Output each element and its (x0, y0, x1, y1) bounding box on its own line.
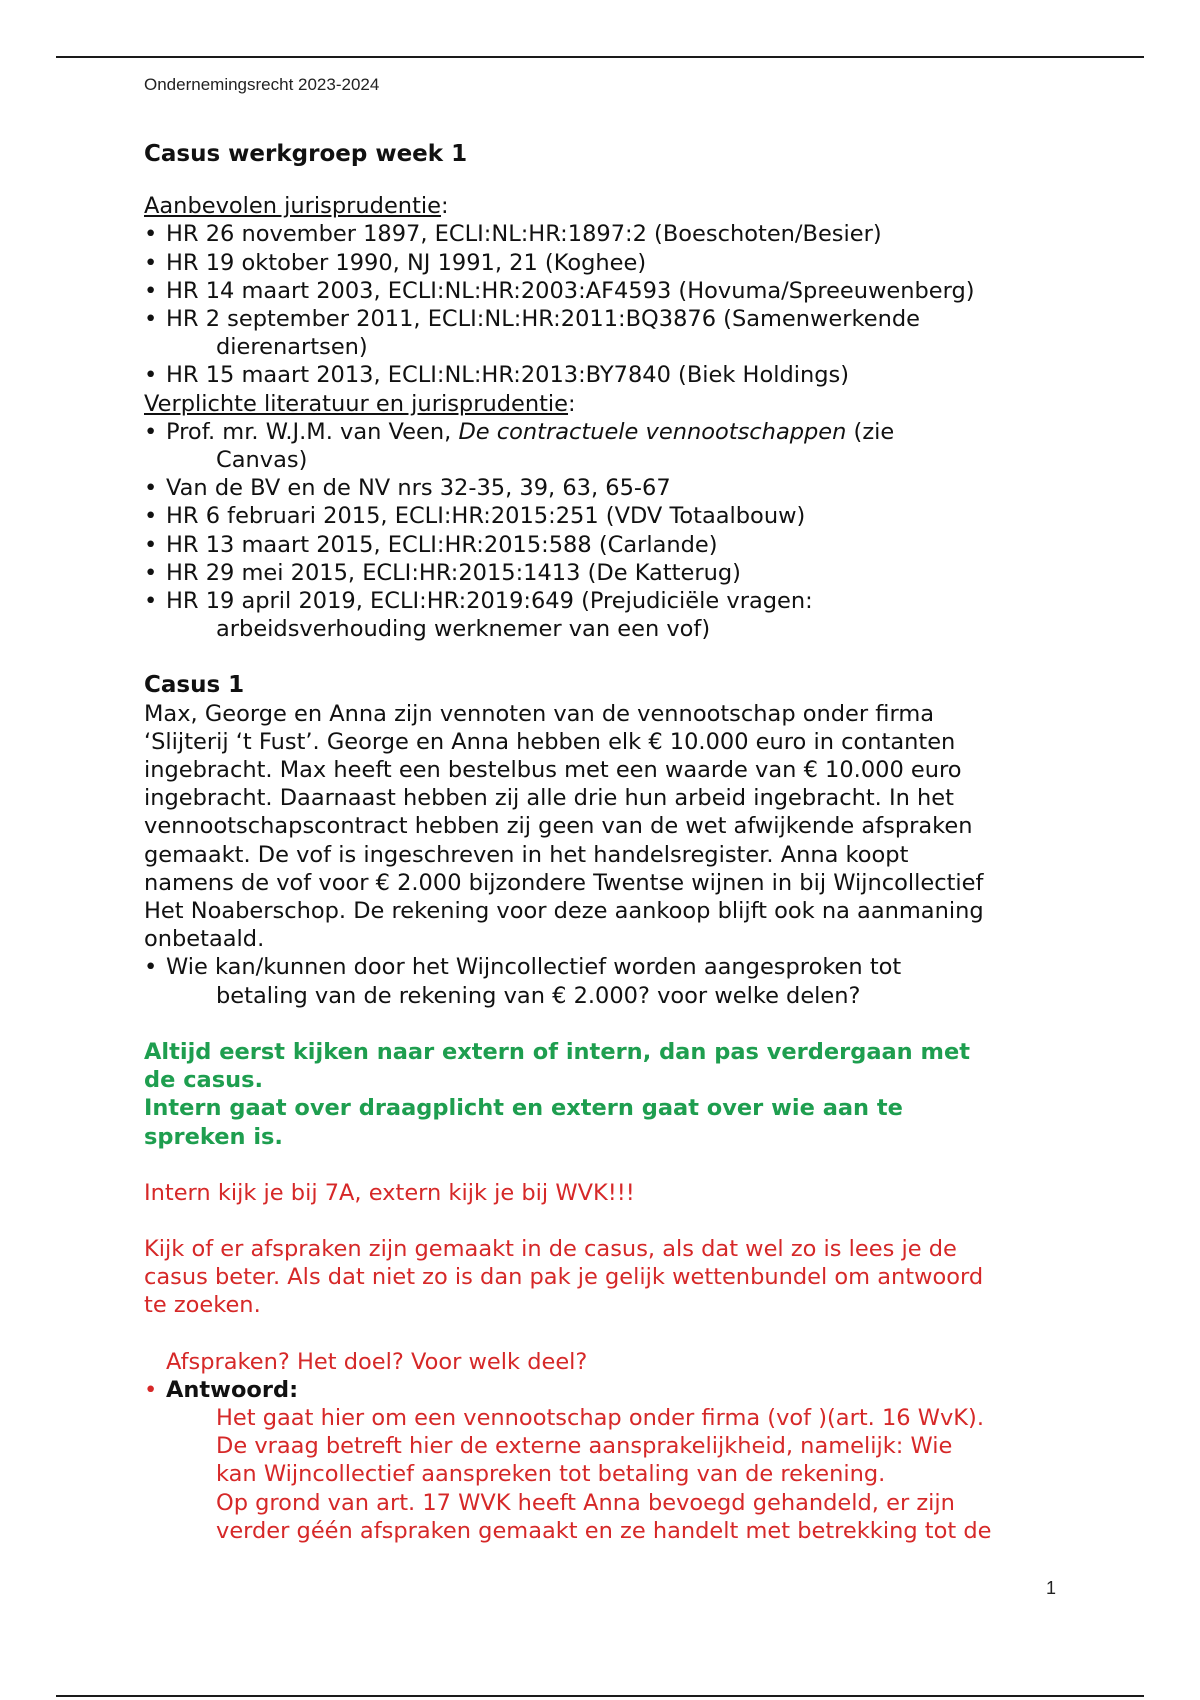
recommended-list (144, 220, 1074, 389)
casus-question (144, 953, 1074, 1009)
text-line: vennootschapscontract hebben zij geen van de wet afwijkende afspraken (144, 813, 973, 840)
required-list (144, 418, 1074, 644)
header-rule (56, 56, 1144, 58)
running-header: Ondernemingsrecht 2023-2024 (144, 75, 380, 94)
text-line: gemaakt. De vof is ingeschreven in het handelsregister. Anna koopt (144, 841, 909, 868)
spacer (144, 1151, 1074, 1179)
spacer (144, 1320, 1074, 1348)
text-line: onbetaald. (144, 926, 265, 953)
green-note: Altijd eerst kijken naar extern of intern, dan pas verdergaan met de casus. Intern gaat over draagplicht en extern gaat over wie aan te spreken is. (144, 1038, 970, 1150)
list-item: • HR 29 mei 2015, ECLI:HR:2015:1413 (De Katterug) (144, 559, 741, 586)
answer-body: Het gaat hier om een vennootschap onder firma (vof )(art. 16 WvK). De vraag betreft hier de externe aansprakelijkheid, namelijk: Wie kan Wijncollectief aanspreken tot betaling van de rekening. Op grond van art. 17 WVK heeft Anna bevoegd gehandeld, er zijn verder géén afspraken gemaakt en ze handelt met betrekking tot de (216, 1404, 992, 1544)
list-item: • HR 2 september 2011, ECLI:NL:HR:2011:BQ3876 (Samenwerkende dierenartsen) (144, 306, 920, 361)
required-heading: Verplichte literatuur en jurisprudentie: (144, 390, 576, 417)
spacer (144, 1010, 1074, 1038)
answer-heading: • Antwoord: (144, 1376, 299, 1403)
list-item: • HR 14 maart 2003, ECLI:NL:HR:2003:AF4593 (Hovuma/Spreeuwenberg) (144, 277, 975, 304)
document-body (144, 140, 1074, 1545)
footer-rule (56, 1695, 1144, 1697)
list-item: • HR 13 maart 2015, ECLI:HR:2015:588 (Carlande) (144, 531, 718, 558)
page-number: 1 (1046, 1578, 1057, 1598)
casus-title: Casus 1 (144, 672, 245, 699)
text-line: ingebracht. Daarnaast hebben zij alle drie hun arbeid ingebracht. In het (144, 785, 954, 812)
list-item: • Prof. mr. W.J.M. van Veen, De contractuele vennootschappen (zie Canvas) (144, 418, 895, 474)
red-note-2: Kijk of er afspraken zijn gemaakt in de casus, als dat wel zo is lees je de casus beter. Als dat niet zo is dan pak je gelijk wettenbundel om antwoord te zoeken. (144, 1235, 984, 1319)
document-title: Casus werkgroep week 1 (144, 141, 468, 167)
list-item: • HR 19 oktober 1990, NJ 1991, 21 (Koghee) (144, 249, 647, 276)
text-line: namens de vof voor € 2.000 bijzondere Twentse wijnen in bij Wijncollectief (144, 869, 984, 896)
list-item: • Van de BV en de NV nrs 32-35, 39, 63, 65-67 (144, 475, 671, 502)
text-line: Max, George en Anna zijn vennoten van de vennootschap onder firma (144, 700, 935, 727)
casus-text (144, 700, 1074, 954)
text-line: Het Noaberschop. De rekening voor deze aankoop blijft ook na aanmaning (144, 898, 984, 925)
list-item: • HR 15 maart 2013, ECLI:NL:HR:2013:BY7840 (Biek Holdings) (144, 362, 850, 389)
text-line: ingebracht. Max heeft een bestelbus met een waarde van € 10.000 euro (144, 757, 962, 784)
list-item: • HR 26 november 1897, ECLI:NL:HR:1897:2 (Boeschoten/Besier) (144, 221, 882, 248)
spacer (144, 1207, 1074, 1235)
red-question: Afspraken? Het doel? Voor welk deel? (166, 1348, 588, 1375)
list-item: • HR 19 april 2019, ECLI:HR:2019:649 (Prejudiciële vragen: arbeidsverhouding werknemer van een vof) (144, 588, 813, 643)
red-note-1: Intern kijk je bij 7A, extern kijk je bij WVK!!! (144, 1179, 635, 1206)
list-item: • HR 6 februari 2015, ECLI:HR:2015:251 (VDV Totaalbouw) (144, 503, 806, 530)
spacer (144, 643, 1074, 671)
text-line: ‘Slijterij ‘t Fust’. George en Anna hebben elk € 10.000 euro in contanten (144, 728, 956, 755)
list-item: • Wie kan/kunnen door het Wijncollectief worden aangesproken tot betaling van de rekening van € 2.000? voor welke delen? (144, 954, 902, 1009)
recommended-heading: Aanbevolen jurisprudentie: (144, 193, 449, 220)
